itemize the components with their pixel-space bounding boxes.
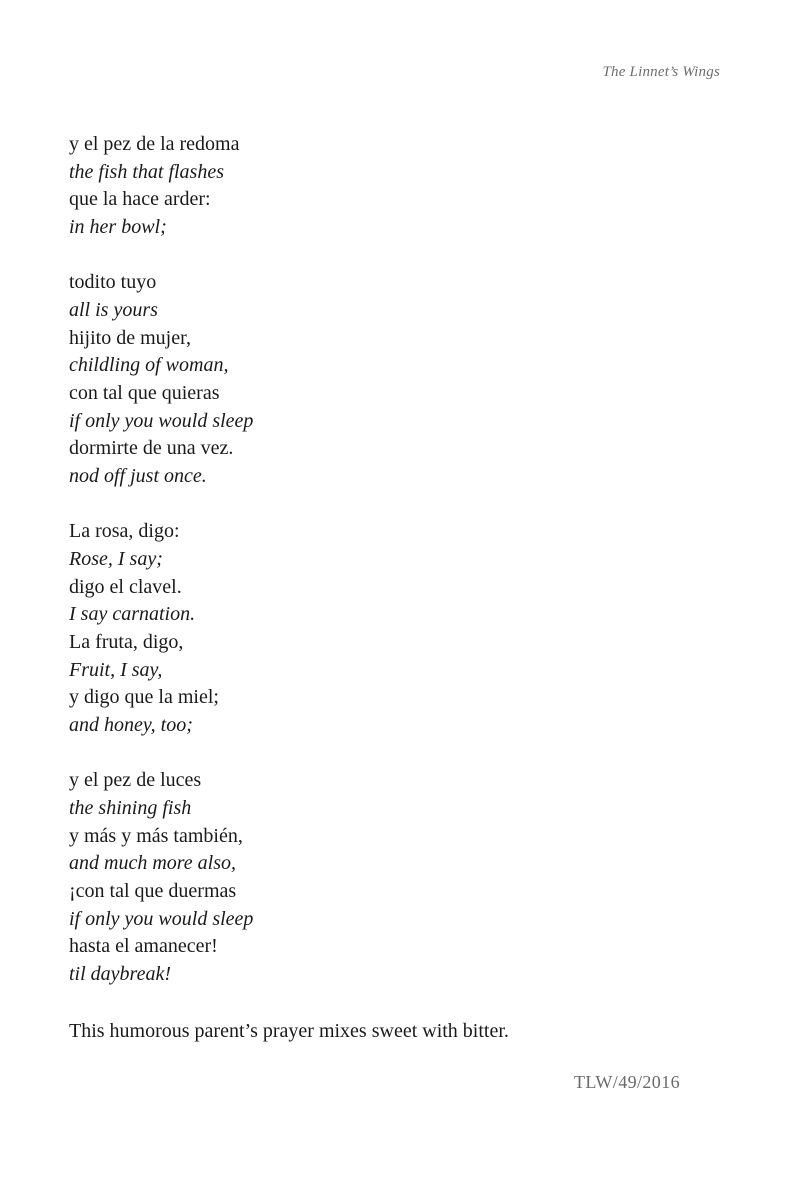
poem-line-english: and much more also, <box>69 852 237 875</box>
poem-line-english: in her bowl; <box>69 216 167 239</box>
poem <box>69 131 729 1016</box>
stanza-3 <box>69 518 729 740</box>
poem-line-english: I say carnation. <box>69 603 196 626</box>
poem-line-english: Rose, I say; <box>69 547 163 570</box>
poem-line-english: nod off just once. <box>69 465 207 488</box>
poem-line-english: Fruit, I say, <box>69 658 163 681</box>
poem-line-english: til daybreak! <box>69 963 172 986</box>
poem-line-spanish: hasta el amanecer! <box>69 935 218 958</box>
poem-line-english: the shining fish <box>69 796 192 819</box>
stanza-2 <box>69 269 729 491</box>
running-head: The Linnet’s Wings <box>602 64 720 80</box>
poem-line-spanish: digo el clavel. <box>69 575 182 598</box>
poem-line-english: childling of woman, <box>69 354 229 377</box>
poem-line-english: if only you would sleep <box>69 409 254 432</box>
poem-line-spanish: La rosa, digo: <box>69 520 180 543</box>
poem-line-spanish: ¡con tal que duermas <box>69 880 237 902</box>
issue-reference: TLW/49/2016 <box>573 1072 680 1092</box>
poem-line-english: the fish that flashes <box>69 160 224 183</box>
poem-line-english: and honey, too; <box>69 714 193 737</box>
poem-line-spanish: y el pez de luces <box>69 769 202 792</box>
poem-line-spanish: que la hace arder: <box>69 188 211 211</box>
poem-line-spanish: con tal que quieras <box>69 382 220 404</box>
poem-line-spanish: hijito de mujer, <box>69 326 191 349</box>
poem-line-english: all is yours <box>69 298 158 321</box>
editorial-note: This humorous parent’s prayer mixes sweet with bitter. <box>69 1020 509 1042</box>
stanza-1 <box>69 131 729 242</box>
poem-line-spanish: todito tuyo <box>69 271 157 294</box>
poem-line-english: if only you would sleep <box>69 907 254 930</box>
poem-line-spanish: y más y más también, <box>69 824 243 847</box>
poem-line-spanish: y el pez de la redoma <box>69 133 240 155</box>
poem-line-spanish: dormirte de una vez. <box>69 437 234 460</box>
stanza-4 <box>69 767 729 989</box>
poem-line-spanish: y digo que la miel; <box>69 686 219 709</box>
poem-line-spanish: La fruta, digo, <box>69 631 184 653</box>
